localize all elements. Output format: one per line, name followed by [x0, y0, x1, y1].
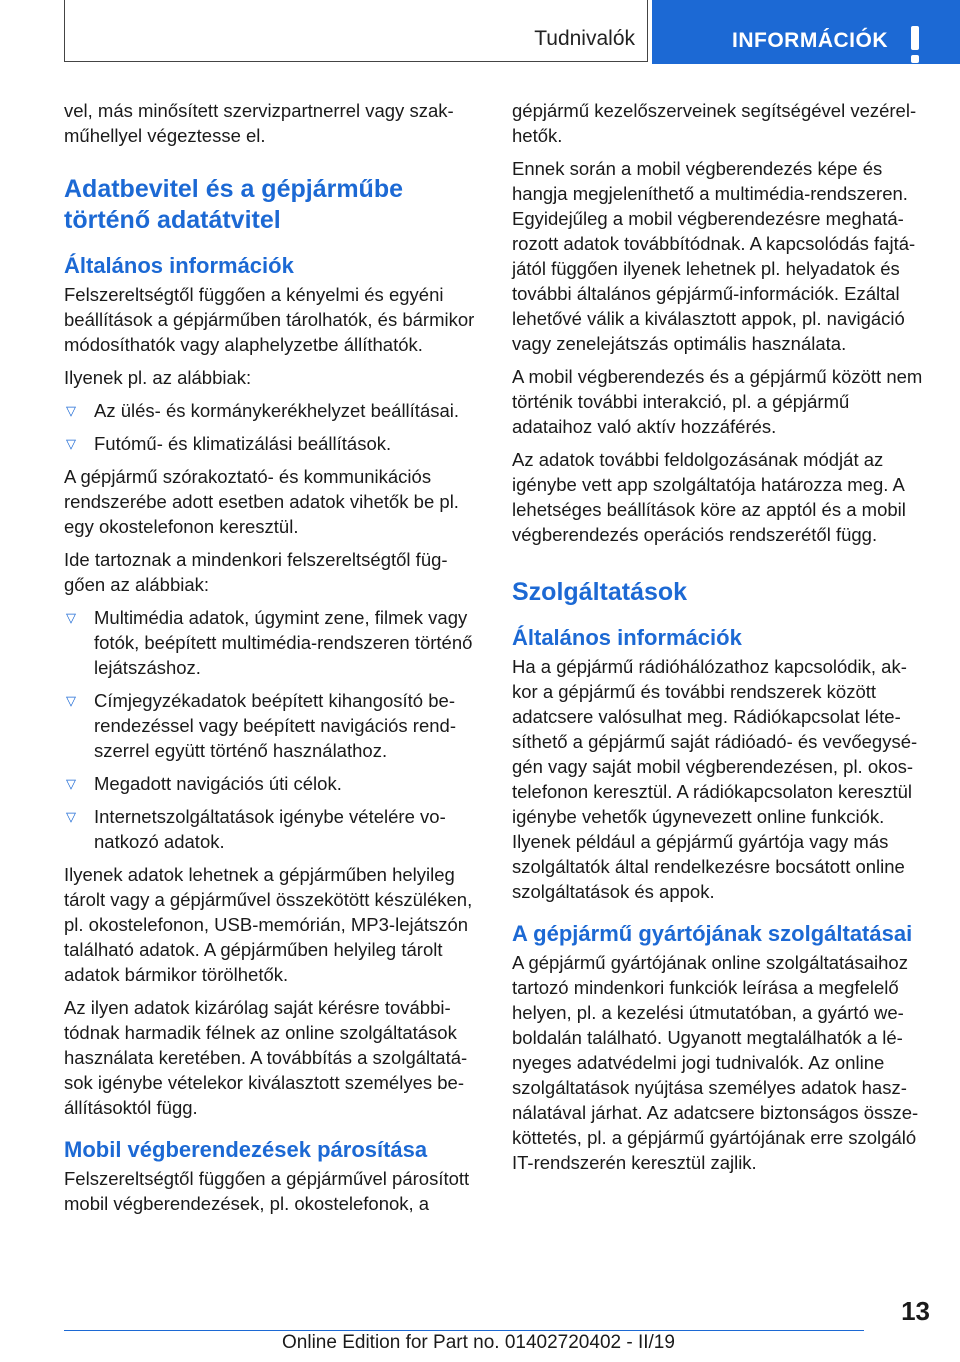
- triangle-bullet-icon: ▽: [66, 610, 76, 625]
- subsection-heading-mobil: Mobil végberendezések párosítása: [64, 1137, 428, 1162]
- paragraph: Ilyenek pl. az alábbiak:: [64, 367, 252, 388]
- footer-divider: [64, 1330, 864, 1331]
- paragraph: Felszereltségtől függően a gépjárművel párosított mobil végberendezések, pl. okostelefonok, a: [64, 1168, 470, 1214]
- page-number: 13: [901, 1296, 930, 1326]
- page-header: [0, 0, 960, 68]
- triangle-bullet-icon: ▽: [66, 776, 76, 791]
- paragraph: Ilyenek adatok lehetnek a gépjárműben helyileg tárolt vagy a gépjárművel összekötött készüléken, pl. okostelefonon, USB-memórián, MP3-lejátszón található adatok. A gépjárműben helyileg tárolt adatok bármikor törölhetők.: [64, 864, 473, 985]
- paragraph: Felszereltségtől függően a kényelmi és egyéni beállítások a gépjárműben tárolhatók, és bármikor módosíthatók vagy alaphelyzetbe állíthatók.: [64, 284, 475, 355]
- list-item: ▽ Futómű- és klimatizálási beállítások.: [66, 433, 392, 454]
- section-heading-adatbevitel: Adatbevitel és a gépjárműbe történő adatátvitel: [64, 175, 404, 234]
- subsection-heading-altalanos: Általános információk: [512, 625, 742, 650]
- triangle-bullet-icon: ▽: [66, 693, 76, 708]
- list-item: ▽ Címjegyzékadatok beépített kihangosító berendezéssel vagy beépített navigációs rendszerrel együtt történő használathoz.: [66, 690, 457, 761]
- list-item: ▽ Az ülés- és kormánykerékhelyzet beállításai.: [66, 400, 460, 421]
- paragraph: A gépjármű gyártójának online szolgáltatásaihoz tartozó mindenkori funkciók leírása a megfelelő helyen, pl. a kezelési útmutatóban, a gyártó weboldalán található. Ugyanott megtalálhatók a lényeges adatvédelmi jogi tudnivalók. Az online szolgáltatások nyújtása személyes adatok használatával járhat. Az adatcsere biztonságos összeköttetés, pl. a gépjármű gyártójának erre szolgáló IT-rendszerén keresztül zajlik.: [512, 952, 919, 1173]
- header-section-title: Tudnivalók: [534, 27, 635, 50]
- footer-edition: Online Edition for Part no. 01402720402 - II/19: [282, 1332, 675, 1353]
- paragraph: gépjármű kezelőszerveinek segítségével vezérelhetők.: [512, 100, 917, 146]
- header-chapter-tab: [652, 0, 960, 64]
- header-chapter-title: INFORMÁCIÓK: [732, 29, 888, 52]
- exclamation-icon: [908, 26, 922, 64]
- triangle-bullet-icon: ▽: [66, 403, 76, 418]
- left-column: [64, 98, 478, 1224]
- bullet-list: [64, 605, 478, 854]
- triangle-bullet-icon: ▽: [66, 436, 76, 451]
- list-item: ▽ Internetszolgáltatások igénybe vételére vonatkozó adatok.: [66, 806, 446, 852]
- triangle-bullet-icon: ▽: [66, 809, 76, 824]
- bullet-list: [64, 398, 478, 456]
- paragraph: A gépjármű szórakoztató- és kommunikációs rendszerébe adott esetben adatok vihetők be pl. egy okostelefonon keresztül.: [64, 466, 459, 537]
- header-section-frame: [64, 0, 648, 62]
- paragraph: Az adatok további feldolgozásának módját az igénybe vett app szolgáltatója határozza meg. A lehetséges beállítások köre az apptól és a mobil végberendezés operációs rendszerétől függ.: [512, 449, 906, 545]
- paragraph: Ha a gépjármű rádióhálózathoz kapcsolódik, akkor a gépjármű és további rendszerek között adatcsere valósulhat meg. Rádiókapcsolat létesíthető a gépjármű saját rádióadó- és vevőegységén vagy saját mobil végberendezésen, pl. okostelefonon keresztül. A rádiókapcsolaton keresztül igénybe vehetők úgynevezett online funkciók. Ilyenek például a gépjármű gyártója vagy más szolgáltatók által rendelkezésre bocsátott online szolgáltatások és appok.: [512, 656, 918, 902]
- paragraph: Ennek során a mobil végberendezés képe és hangja megjeleníthető a multimédia-rendszeren. Egyidejűleg a mobil végberendezésre meghatározott adatok továbbítódnak. A kapcsolódás fajtájától függően ilyenek lehetnek pl. helyadatok és további általános gépjármű-információk. Ezáltal lehetővé válik a kiválasztott appok, pl. navigáció vagy zenelejátszás optimális használata.: [512, 158, 916, 354]
- subsection-heading-gyarto: A gépjármű gyártójának szolgáltatásai: [512, 921, 913, 946]
- list-item: ▽ Multimédia adatok, úgymint zene, filmek vagy fotók, beépített multimédia-rendszeren történő lejátszáshoz.: [66, 607, 473, 678]
- paragraph: Az ilyen adatok kizárólag saját kérésre továbbitódnak harmadik félnek az online szolgáltatások használata keretében. A továbbítás a szolgáltatások igénybe vételekor kiválasztott személyes beállításoktól függ.: [64, 997, 468, 1118]
- paragraph: A mobil végberendezés és a gépjármű között nem történik további interakció, pl. a gépjármű adataihoz való aktív hozzáférés.: [512, 366, 923, 437]
- section-heading-szolgaltatasok: Szolgáltatások: [512, 578, 688, 606]
- subsection-heading-altalanos: Általános információk: [64, 253, 294, 278]
- paragraph: vel, más minősített szervizpartnerrel vagy szakműhellyel végeztesse el.: [64, 100, 454, 146]
- paragraph: Ide tartoznak a mindenkori felszereltségtől függően az alábbiak:: [64, 549, 448, 595]
- list-item: ▽ Megadott navigációs úti célok.: [66, 773, 342, 794]
- right-column: [512, 98, 926, 1183]
